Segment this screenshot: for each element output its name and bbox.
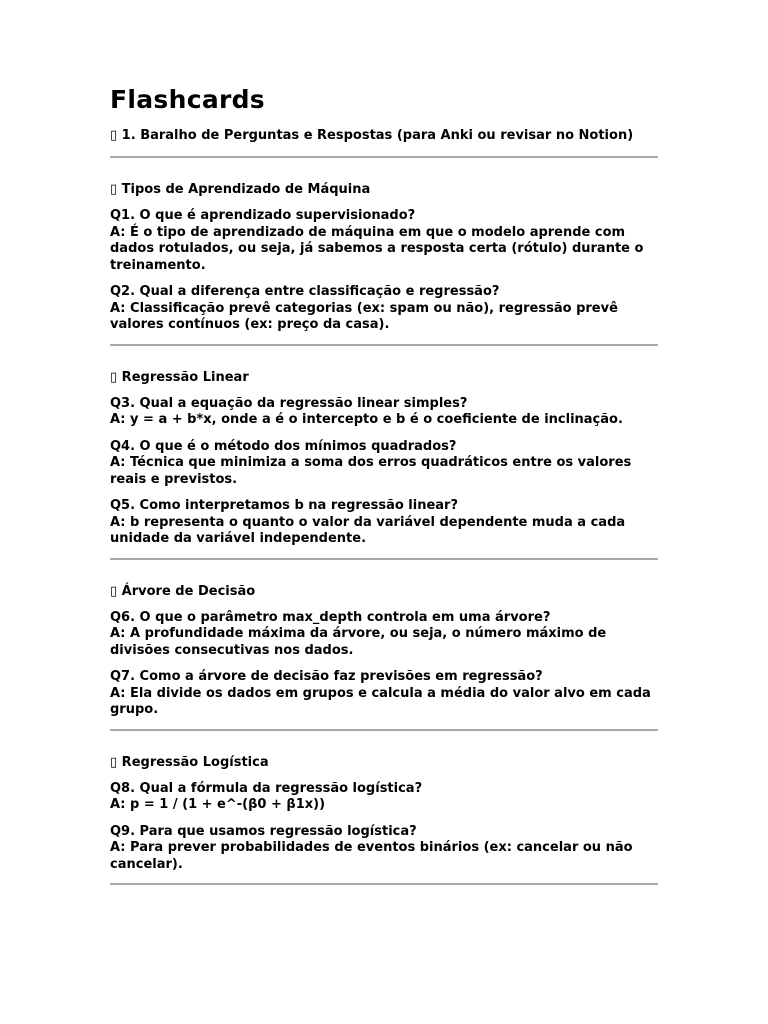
answer: A: p = 1 / (1 + e^-(β0 + β1x)) — [110, 797, 326, 812]
question: Q4. O que é o método dos mínimos quadrados? — [110, 438, 457, 454]
flashcard — [110, 824, 658, 874]
question: Q9. Para que usamos regressão logística? — [110, 823, 417, 839]
flashcard — [110, 498, 658, 548]
answer: A: A profundidade máxima da árvore, ou seja, o número máximo de divisões consecutivas nos dados. — [110, 626, 607, 658]
section-arvore-decisao — [110, 584, 658, 731]
page-title: Flashcards — [110, 85, 265, 114]
section-heading: ▯ Regressão Linear — [110, 369, 249, 385]
question: Q1. O que é aprendizado supervisionado? — [110, 208, 416, 223]
section-heading: ▯ Regressão Logística — [110, 754, 269, 770]
flashcard — [110, 669, 658, 719]
flashcard — [110, 439, 658, 489]
section-regressao-linear — [110, 370, 658, 560]
divider — [110, 883, 658, 885]
flashcard — [110, 610, 658, 660]
section-heading: ▯ Tipos de Aprendizado de Máquina — [110, 182, 371, 197]
deck-subtitle: ▯ 1. Baralho de Perguntas e Respostas (para Anki ou revisar no Notion) — [110, 128, 634, 143]
answer: A: Para prever probabilidades de eventos binários (ex: cancelar ou não cancelar). — [110, 840, 633, 872]
answer: A: y = a + b*x, onde a é o intercepto e b é o coeficiente de inclinação. — [110, 412, 623, 427]
answer: A: Classificação prevê categorias (ex: spam ou não), regressão prevê valores contínuos (ex: preço da casa). — [110, 300, 618, 332]
flashcard — [110, 208, 658, 274]
flashcard — [110, 781, 658, 814]
divider — [110, 729, 658, 731]
divider — [110, 156, 658, 158]
question: Q7. Como a árvore de decisão faz previsões em regressão? — [110, 669, 543, 684]
divider — [110, 344, 658, 346]
question: Q5. Como interpretamos b na regressão linear? — [110, 498, 459, 513]
question: Q3. Qual a equação da regressão linear simples? — [110, 395, 468, 411]
answer: A: b representa o quanto o valor da variável dependente muda a cada unidade da variável independente. — [110, 514, 626, 546]
question: Q6. O que o parâmetro max_depth controla em uma árvore? — [110, 609, 551, 625]
divider — [110, 558, 658, 560]
section-heading: ▯ Árvore de Decisão — [110, 583, 256, 599]
section-regressao-logistica — [110, 755, 658, 886]
flashcard — [110, 284, 658, 334]
answer: A: Técnica que minimiza a soma dos erros quadráticos entre os valores reais e previstos. — [110, 455, 632, 487]
document-page — [110, 85, 658, 885]
section-tipos-aprendizado — [110, 182, 658, 346]
answer: A: É o tipo de aprendizado de máquina em que o modelo aprende com dados rotulados, ou seja, já sabemos a resposta certa (rótulo) durante o treinamento. — [110, 224, 644, 273]
flashcard — [110, 396, 658, 429]
question: Q2. Qual a diferença entre classificação e regressão? — [110, 284, 500, 299]
question: Q8. Qual a fórmula da regressão logística? — [110, 780, 423, 796]
answer: A: Ela divide os dados em grupos e calcula a média do valor alvo em cada grupo. — [110, 685, 651, 717]
